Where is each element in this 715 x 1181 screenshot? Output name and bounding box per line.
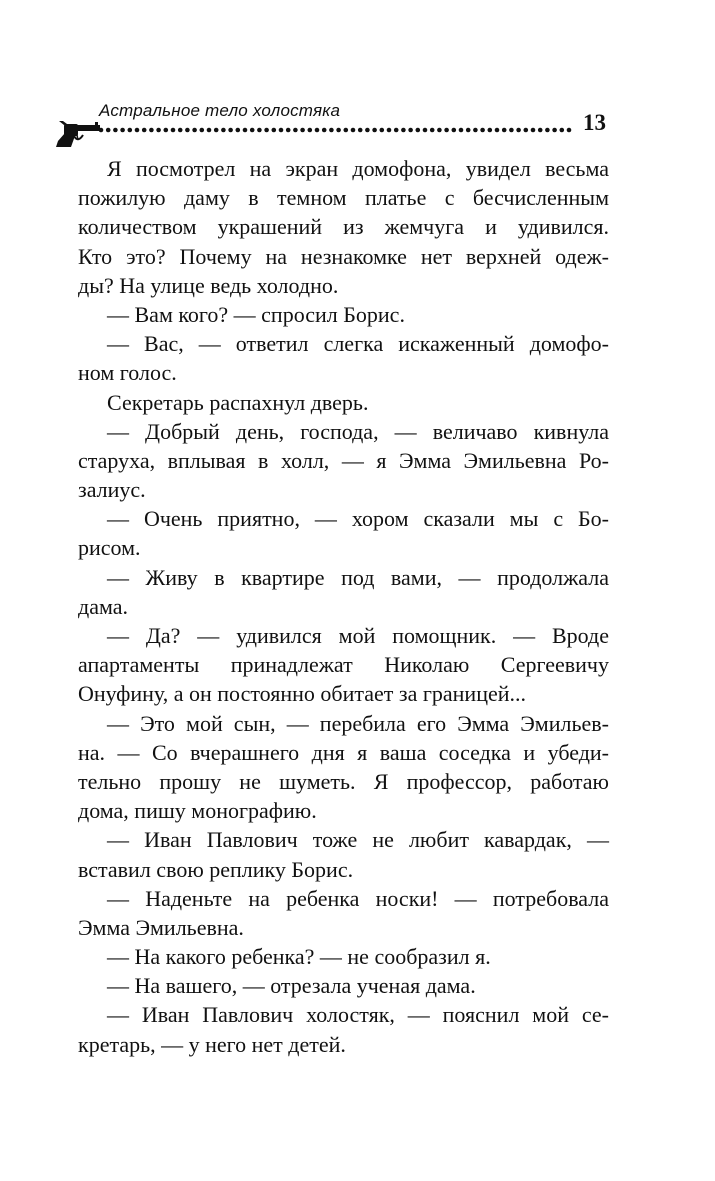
text-line: — Наденьте на ребенка носки! — потребовала [107, 885, 609, 911]
dotted-rule [98, 127, 574, 133]
text-line: дома, пишу монографию. [78, 798, 317, 824]
text-line: кретарь, — у него нет детей. [78, 1031, 346, 1057]
text-line: — На какого ребенка? — не сообразил я. [107, 944, 491, 970]
text-line: — Добрый день, господа, — величаво кивнула [107, 418, 609, 444]
text-line: — Это мой сын, — перебила его Эмма Эмильев- [107, 710, 609, 736]
text-line: дама. [78, 593, 128, 619]
page-number: 13 [583, 110, 606, 135]
page-header [0, 0, 715, 150]
text-line: апартаменты принадлежат Николаю Сергеевичу [78, 652, 609, 678]
text-line: рисом. [78, 535, 141, 561]
text-line: — На вашего, — отрезала ученая дама. [107, 973, 476, 999]
text-line: на. — Со вчерашнего дня я ваша соседка и убеди- [78, 739, 609, 765]
text-line: — Иван Павлович холостяк, — пояснил мой се- [107, 1002, 609, 1028]
text-line: — Очень приятно, — хором сказали мы с Бо- [107, 506, 609, 532]
text-line: Эмма Эмильевна. [78, 914, 244, 940]
text-line: количеством украшений из жемчуга и удивился. [78, 214, 609, 240]
revolver-icon [54, 121, 100, 147]
text-line: — Живу в квартире под вами, — продолжала [107, 564, 609, 590]
text-line: вставил свою реплику Борис. [78, 856, 354, 882]
text-line: Кто это? Почему на незнакомке нет верхней одеж- [78, 243, 609, 269]
text-line: Я посмотрел на экран домофона, увидел весьма [107, 156, 609, 181]
text-line: — Вам кого? — спросил Борис. [107, 301, 405, 327]
text-line: — Да? — удивился мой помощник. — Вроде [107, 623, 609, 648]
page-body [78, 154, 609, 1059]
text-line: тельно прошу не шуметь. Я профессор, работаю [78, 768, 609, 794]
text-line: пожилую даму в темном платье с бесчисленным [78, 185, 609, 211]
text-line: — Иван Павлович тоже не любит кавардак, — [107, 827, 609, 853]
text-line: старуха, вплывая в холл, — я Эмма Эмильевна Ро- [78, 447, 609, 473]
text-line: ном голос. [78, 360, 177, 386]
text-line: — Вас, — ответил слегка искаженный домофо- [107, 331, 609, 357]
text-line: Онуфину, а он постоянно обитает за границей... [78, 681, 527, 707]
text-line: ды? На улице ведь холодно. [78, 272, 339, 298]
text-line: залиус. [78, 477, 146, 503]
text-line: Секретарь распахнул дверь. [107, 389, 369, 415]
running-title: Астральное тело холостяка [99, 101, 341, 120]
